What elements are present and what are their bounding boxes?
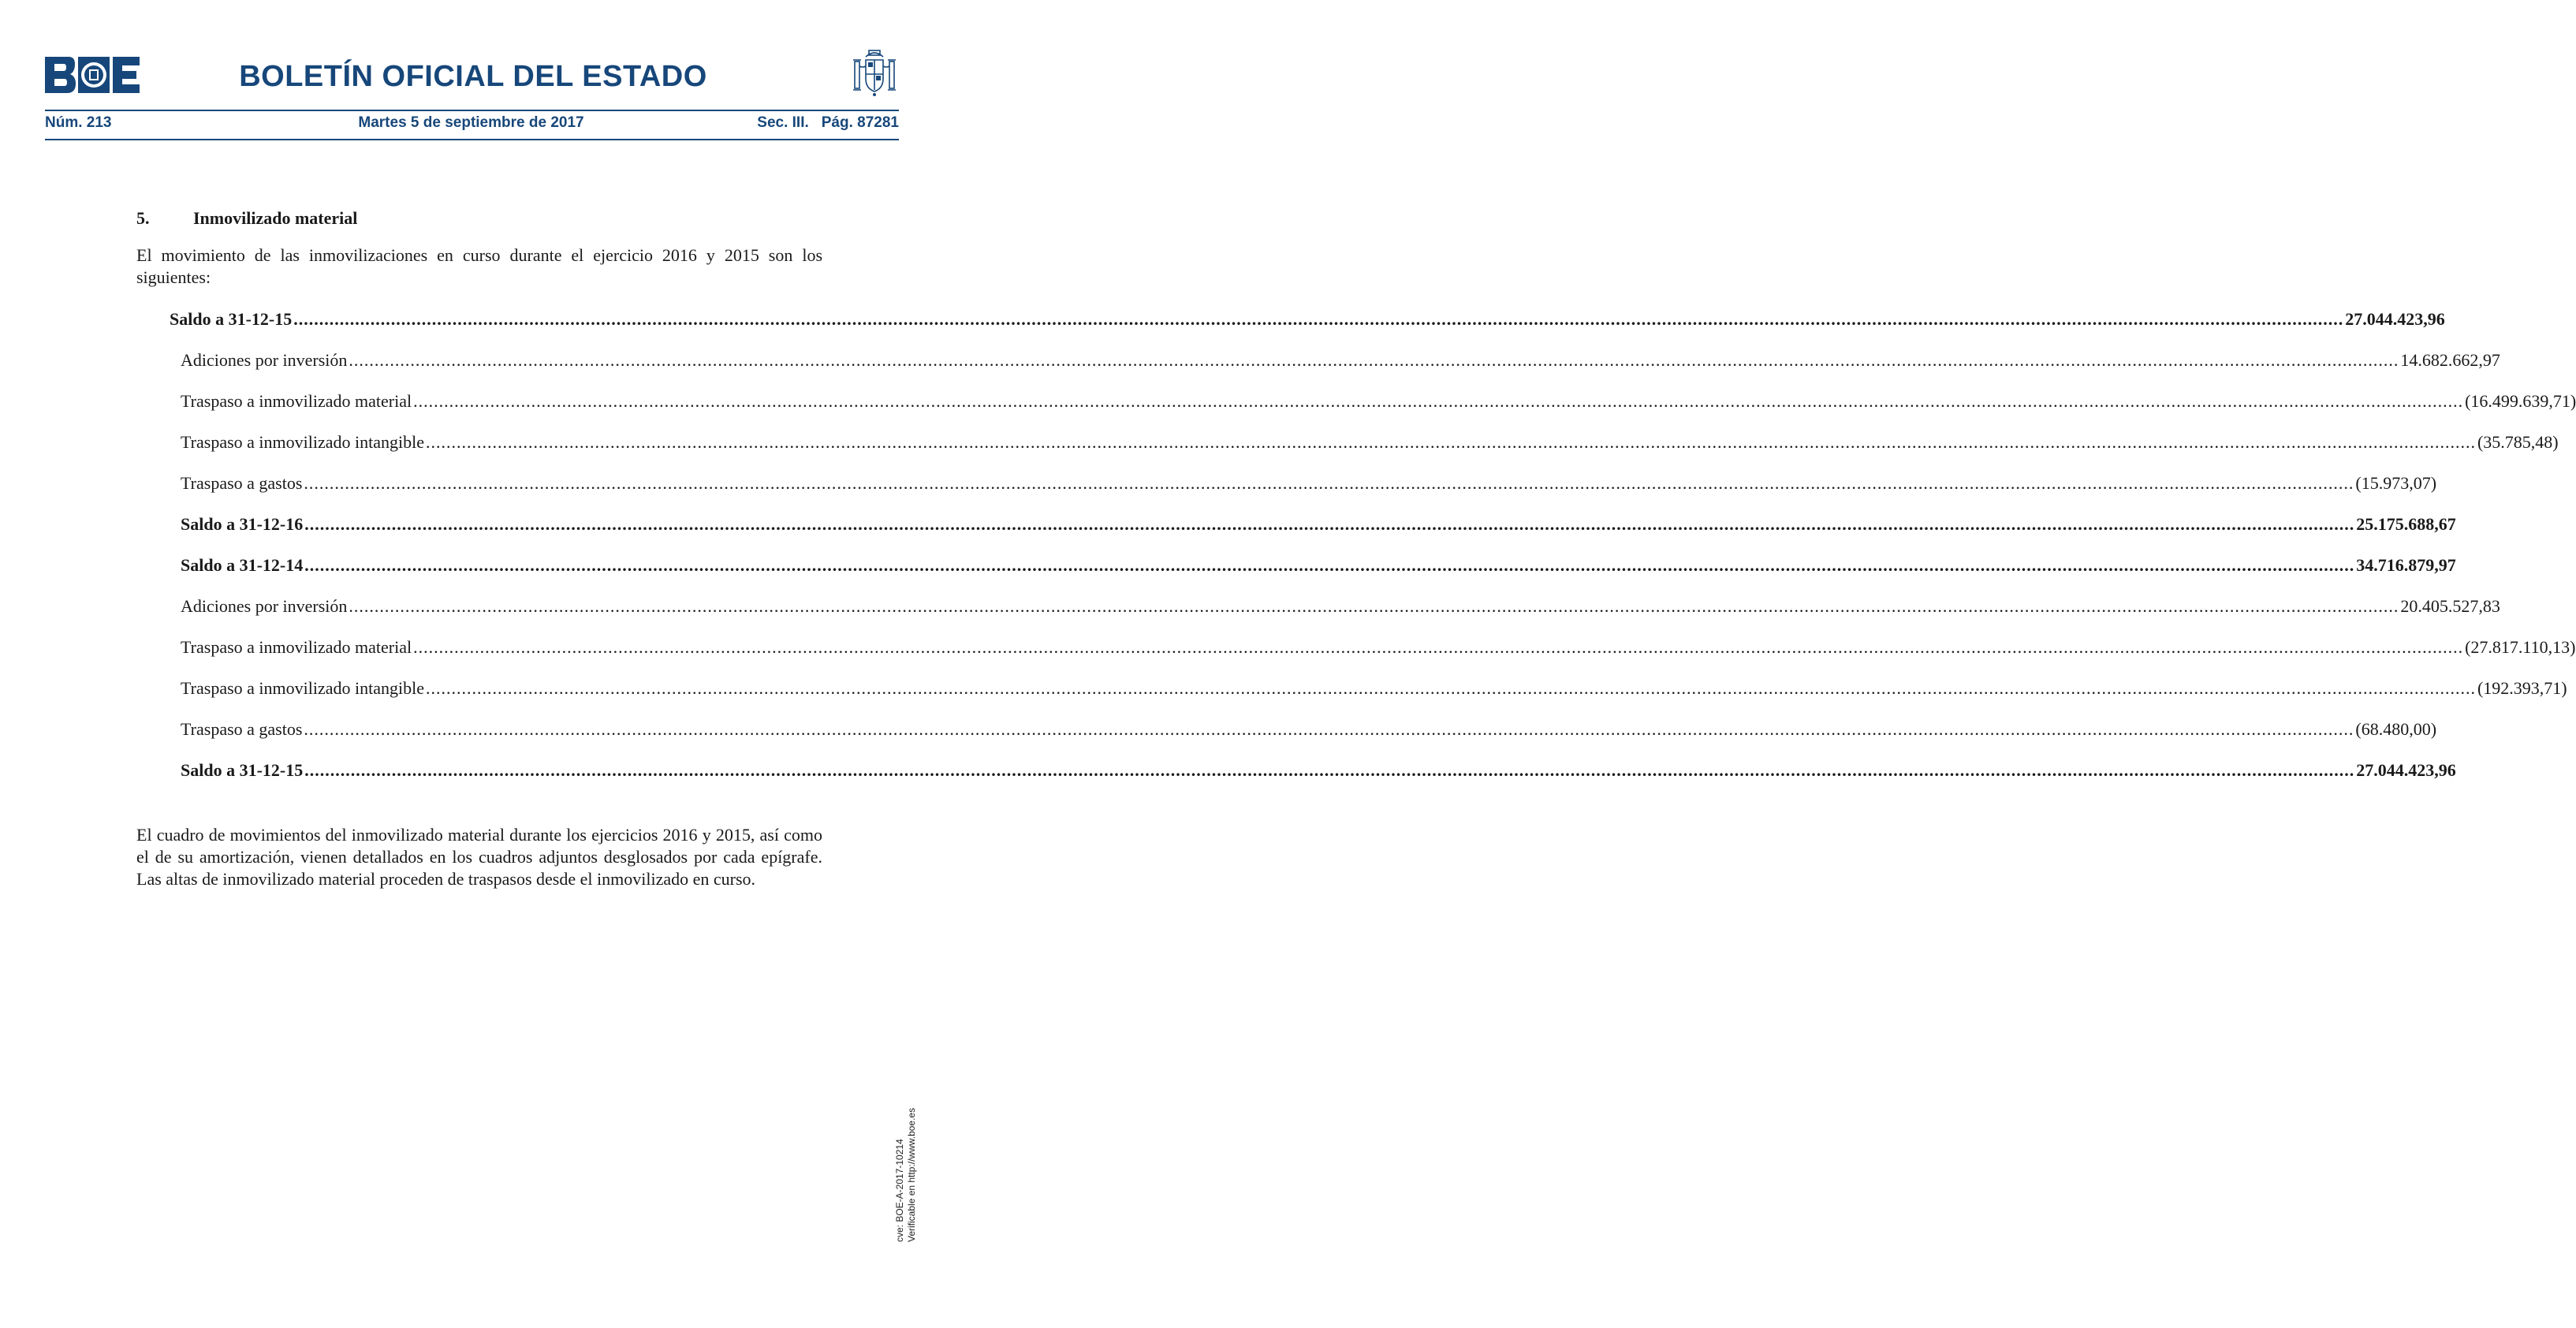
verification-note — [894, 927, 918, 1242]
ledger-row — [181, 637, 2576, 659]
ledger-label: Traspaso a inmovilizado material — [181, 637, 412, 657]
ledger-row — [181, 432, 2559, 454]
ledger-value: 27.044.423,96 — [2356, 760, 2456, 780]
section-number: 5. — [136, 208, 150, 228]
ledger-value: (68.480,00) — [2355, 719, 2437, 739]
ledger-value: 34.716.879,97 — [2356, 555, 2456, 575]
ledger-row — [181, 596, 2500, 618]
ledger-row — [181, 760, 2456, 782]
cve-code: cve: BOE-A-2017-10214 — [894, 1139, 905, 1242]
dot-leader: ................................................................................................................................................................................................................................................................................................................................................................................................................ — [304, 514, 2355, 534]
dot-leader: ................................................................................................................................................................................................................................................................................................................................................................................................................ — [413, 391, 2464, 411]
header-rule-bottom — [45, 139, 899, 140]
intro-paragraph: El movimiento de las inmovilizaciones en curso durante el ejercicio 2016 y 2015 son los siguientes: — [136, 245, 822, 287]
ledger-row — [170, 309, 2445, 331]
ledger-row — [181, 678, 2567, 700]
ledger-row — [181, 555, 2456, 577]
ledger-value: 14.682.662,97 — [2400, 350, 2500, 370]
ledger-label: Saldo a 31-12-15 — [170, 309, 293, 329]
document-body — [136, 207, 822, 289]
section-title: Inmovilizado material — [193, 208, 358, 228]
ledger-value: 25.175.688,67 — [2356, 514, 2456, 534]
coat-of-arms-icon — [850, 47, 899, 99]
ledger-label: Saldo a 31-12-16 — [181, 514, 304, 534]
ledger-value: (15.973,07) — [2355, 473, 2437, 493]
dot-leader: ................................................................................................................................................................................................................................................................................................................................................................................................................ — [413, 637, 2464, 657]
dot-leader: ................................................................................................................................................................................................................................................................................................................................................................................................................ — [425, 432, 2476, 452]
section-label: Sec. III. — [757, 114, 809, 131]
header-rule-top — [45, 110, 899, 111]
closing-block — [136, 824, 822, 890]
dot-leader: ................................................................................................................................................................................................................................................................................................................................................................................................................ — [304, 555, 2355, 575]
ledger-label: Traspaso a inmovilizado material — [181, 391, 412, 411]
dot-leader: ................................................................................................................................................................................................................................................................................................................................................................................................................ — [304, 760, 2355, 780]
ledger-label: Adiciones por inversión — [181, 596, 348, 616]
ledger-value: (27.817.110,13) — [2465, 637, 2576, 657]
closing-paragraph: El cuadro de movimientos del inmovilizado material durante los ejercicios 2016 y 2015, así como el de su amortización, vienen detallados en los cuadros adjuntos desglosados por cada epígrafe. Las altas de inmovilizado material proceden de traspasos desde el inmovilizado en curso. — [136, 825, 822, 889]
ledger-row — [181, 514, 2456, 536]
ledger-row — [181, 391, 2576, 413]
section-page-info — [757, 114, 899, 132]
ledger-label: Traspaso a gastos — [181, 473, 303, 493]
publication-title: BOLETÍN OFICIAL DEL ESTADO — [239, 60, 707, 93]
ledger-value: (16.499.639,71) — [2465, 391, 2576, 411]
ledger-label: Saldo a 31-12-15 — [181, 760, 304, 780]
issue-date: Martes 5 de septiembre de 2017 — [358, 114, 584, 131]
ledger-row — [181, 473, 2437, 495]
dot-leader: ................................................................................................................................................................................................................................................................................................................................................................................................................ — [349, 596, 2399, 616]
dot-leader: ................................................................................................................................................................................................................................................................................................................................................................................................................ — [425, 678, 2476, 698]
ledger-value: 20.405.527,83 — [2400, 596, 2500, 616]
issue-number: Núm. 213 — [45, 114, 112, 131]
dot-leader: ................................................................................................................................................................................................................................................................................................................................................................................................................ — [293, 309, 2344, 329]
dot-leader: ................................................................................................................................................................................................................................................................................................................................................................................................................ — [304, 719, 2354, 739]
ledger-value: (192.393,71) — [2477, 678, 2567, 698]
ledger-label: Traspaso a inmovilizado intangible — [181, 678, 424, 698]
dot-leader: ................................................................................................................................................................................................................................................................................................................................................................................................................ — [304, 473, 2354, 493]
ledger-label: Traspaso a inmovilizado intangible — [181, 432, 424, 452]
verification-url: Verificable en http://www.boe.es — [906, 1107, 917, 1242]
ledger-value: (35.785,48) — [2477, 432, 2559, 452]
ledger-row — [181, 719, 2437, 741]
ledger-label: Saldo a 31-12-14 — [181, 555, 304, 575]
dot-leader: ................................................................................................................................................................................................................................................................................................................................................................................................................ — [349, 350, 2399, 370]
ledger-label: Traspaso a gastos — [181, 719, 303, 739]
boe-logo — [45, 57, 140, 93]
page-number: Pág. 87281 — [821, 114, 899, 131]
ledger-label: Adiciones por inversión — [181, 350, 348, 370]
ledger-value: 27.044.423,96 — [2345, 309, 2445, 329]
ledger-row — [181, 350, 2500, 372]
section-heading — [136, 207, 822, 229]
